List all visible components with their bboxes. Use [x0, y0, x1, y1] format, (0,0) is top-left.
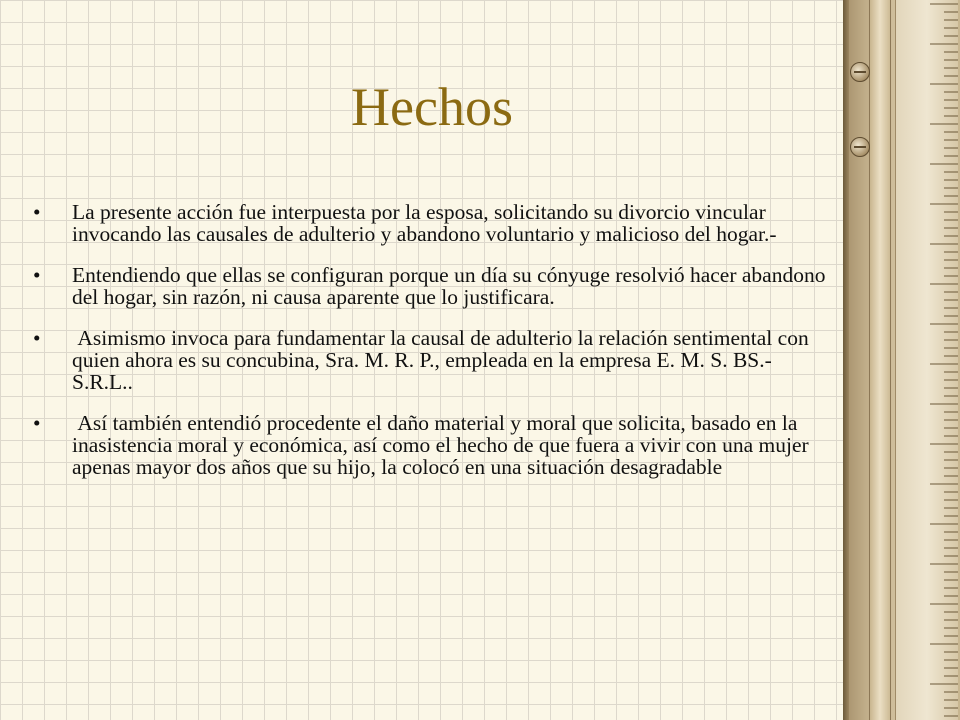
- bullet-list: [33, 201, 833, 497]
- screw-icon: [850, 137, 870, 157]
- bullet-item: [33, 264, 833, 308]
- screw-icon: [850, 62, 870, 82]
- bullet-item: [33, 201, 833, 245]
- bullet-dot-icon: •: [33, 411, 41, 435]
- bullet-item: [33, 327, 833, 393]
- ruler-edge: [843, 0, 849, 720]
- bullet-text: Asimismo invoca para fundamentar la causal de adulterio la relación sentimental con quien ahora es su concubina, Sra. M. R. P., empleada en la empresa E. M. S. BS.- S.R.L..: [72, 326, 815, 394]
- bullet-text: Entendiendo que ellas se configuran porque un día su cónyuge resolvió hacer abandono del hogar, sin razón, ni causa aparente que lo justificara.: [72, 263, 831, 309]
- bullet-dot-icon: •: [33, 263, 41, 287]
- ruler-scale: [895, 0, 958, 720]
- ruler-ticks: [896, 0, 958, 720]
- slide-title: Hechos: [351, 77, 513, 137]
- bullet-text: La presente acción fue interpuesta por la esposa, solicitando su divorcio vincular invocando las causales de adulterio y abandono voluntario y malicioso del hogar.-: [72, 200, 777, 246]
- bullet-text: Así también entendió procedente el daño material y moral que solicita, basado en la inasistencia moral y económica, así como el hecho de que fuera a vivir con una mujer apenas mayor dos años que su hijo, la colocó en una situación desagradable: [72, 411, 815, 479]
- bullet-dot-icon: •: [33, 326, 41, 350]
- ruler-strip: [869, 0, 891, 720]
- bullet-item: [33, 412, 833, 478]
- bullet-dot-icon: •: [33, 200, 41, 224]
- ruler-icon: [843, 0, 960, 720]
